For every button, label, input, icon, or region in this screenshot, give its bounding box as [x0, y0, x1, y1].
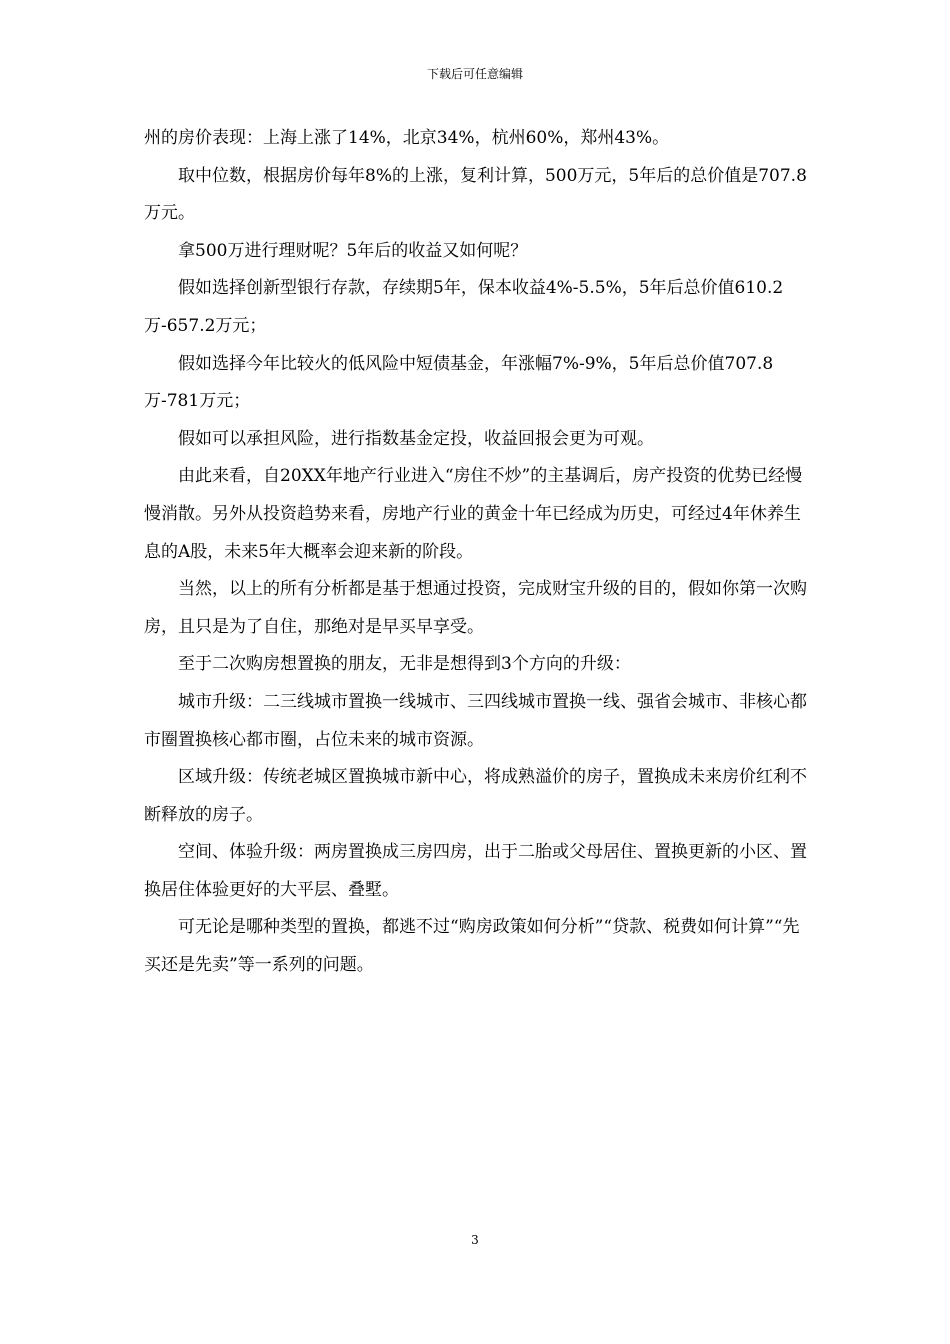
paragraph: 至于二次购房想置换的朋友，无非是想得到3个方向的升级： [178, 654, 631, 675]
page-number: 3 [471, 1233, 479, 1247]
paragraph: 城市升级：二三线城市置换一线城市、三四线城市置换一线、强省会城市、非核心都市圈置换核心都市圈，占位未来的城市资源。 [144, 691, 807, 750]
page-header: 下载后可任意编辑 [426, 67, 523, 81]
document-body [144, 120, 814, 985]
paragraph: 假如选择今年比较火的低风险中短债基金，年涨幅7%-9%，5年后总价值707.8万-781万元； [144, 353, 774, 412]
paragraph: 由此来看，自20XX年地产行业进入“房住不炒”的主基调后，房产投资的优势已经慢慢消散。另外从投资趋势来看，房地产行业的黄金十年已经成为历史，可经过4年休养生息的A股，未来5年大概率会迎来新的阶段。 [144, 466, 803, 562]
paragraph: 拿500万进行理财呢？5年后的收益又如何呢？ [178, 240, 528, 261]
paragraph: 当然，以上的所有分析都是基于想通过投资，完成财宝升级的目的，假如你第一次购房，且只是为了自住，那绝对是早买早享受。 [144, 579, 807, 637]
paragraph: 州的房价表现：上海上涨了14%，北京34%，杭州60%，郑州43%。 [144, 128, 670, 148]
paragraph: 假如可以承担风险，进行指数基金定投，收益回报会更为可观。 [178, 428, 654, 449]
paragraph: 可无论是哪种类型的置换，都逃不过“购房政策如何分析”“贷款、税费如何计算”“先买还是先卖”等一系列的问题。 [144, 917, 800, 976]
paragraph: 空间、体验升级：两房置换成三房四房，出于二胎或父母居住、置换更新的小区、置换居住体验更好的大平层、叠墅。 [144, 842, 807, 900]
paragraph: 区域升级：传统老城区置换城市新中心，将成熟溢价的房子，置换成未来房价红利不断释放的房子。 [144, 767, 807, 825]
paragraph: 假如选择创新型银行存款，存续期5年，保本收益4%-5.5%，5年后总价值610.2万-657.2万元； [144, 278, 784, 336]
paragraph: 取中位数，根据房价每年8%的上涨，复利计算，500万元，5年后的总价值是707.8万元。 [144, 165, 807, 224]
